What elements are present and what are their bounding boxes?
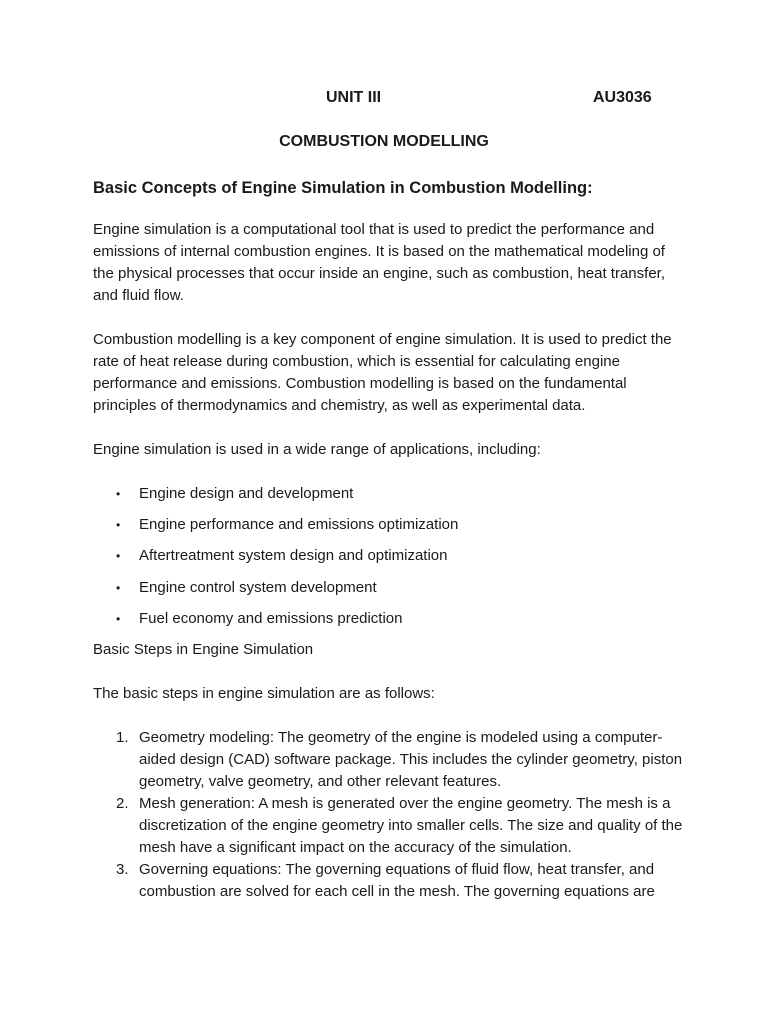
- list-item-text: Aftertreatment system design and optimization: [139, 547, 448, 565]
- step-text: Governing equations: The governing equations of fluid flow, heat transfer, and combustion are solved for each cell in the mesh. The governing equations are: [139, 860, 655, 900]
- list-item-text: Engine design and development: [139, 485, 354, 502]
- list-item: [93, 577, 683, 599]
- steps-heading: Basic Steps in Engine Simulation: [93, 640, 314, 658]
- list-item-text: Engine performance and emissions optimization: [139, 516, 459, 534]
- list-item: [93, 608, 683, 630]
- step-item: [93, 859, 683, 903]
- course-code: AU3036: [593, 89, 652, 106]
- steps-list: [93, 727, 683, 903]
- step-text: Mesh generation: A mesh is generated over the engine geometry. The mesh is a discretization of the engine geometry into smaller cells. The size and quality of the mesh have a significant impact on the accuracy of the simulation.: [139, 794, 683, 856]
- list-item-text: Fuel economy and emissions prediction: [139, 609, 403, 627]
- header-line: [0, 89, 768, 111]
- list-item: [93, 483, 683, 505]
- step-number: 2.: [116, 794, 129, 812]
- applications-list: [93, 483, 683, 630]
- step-item: [93, 793, 683, 859]
- document-title-text: COMBUSTION MODELLING: [279, 133, 489, 150]
- steps-intro: The basic steps in engine simulation are as follows:: [93, 684, 435, 702]
- paragraph-engine-simulation: Engine simulation is a computational tool that is used to predict the performance and emissions of internal combustion engines. It is based on the mathematical modeling of the physical processes that occur inside an engine, such as combustion, heat transfer, and fluid flow.: [93, 221, 665, 304]
- list-item: [93, 514, 683, 536]
- bullet-icon: •: [116, 518, 121, 533]
- document-body: [93, 177, 683, 903]
- bullet-icon: •: [116, 487, 121, 501]
- step-number: 3.: [116, 860, 129, 878]
- bullet-icon: •: [116, 580, 121, 595]
- step-item: [93, 727, 683, 793]
- section-heading: Basic Concepts of Engine Simulation in Combustion Modelling:: [93, 179, 593, 197]
- step-text: Geometry modeling: The geometry of the engine is modeled using a computer-aided design (CAD) software package. This includes the cylinder geometry, piston geometry, valve geometry, and other relevant features.: [139, 728, 683, 790]
- list-item: [93, 545, 683, 567]
- list-item-text: Engine control system development: [139, 578, 377, 596]
- bullet-icon: •: [116, 549, 121, 564]
- unit-label: UNIT III: [326, 89, 382, 106]
- document-title: [0, 133, 768, 151]
- paragraph-combustion-modelling: Combustion modelling is a key component of engine simulation. It is used to predict the rate of heat release during combustion, which is essential for calculating engine performance and emissions. Combustion modelling is based on the fundamental principles of thermodynamics and chemistry, as well as experimental data.: [93, 331, 672, 414]
- paragraph-applications-intro: Engine simulation is used in a wide range of applications, including:: [93, 441, 541, 458]
- step-number: 1.: [116, 728, 129, 746]
- bullet-icon: •: [116, 611, 121, 626]
